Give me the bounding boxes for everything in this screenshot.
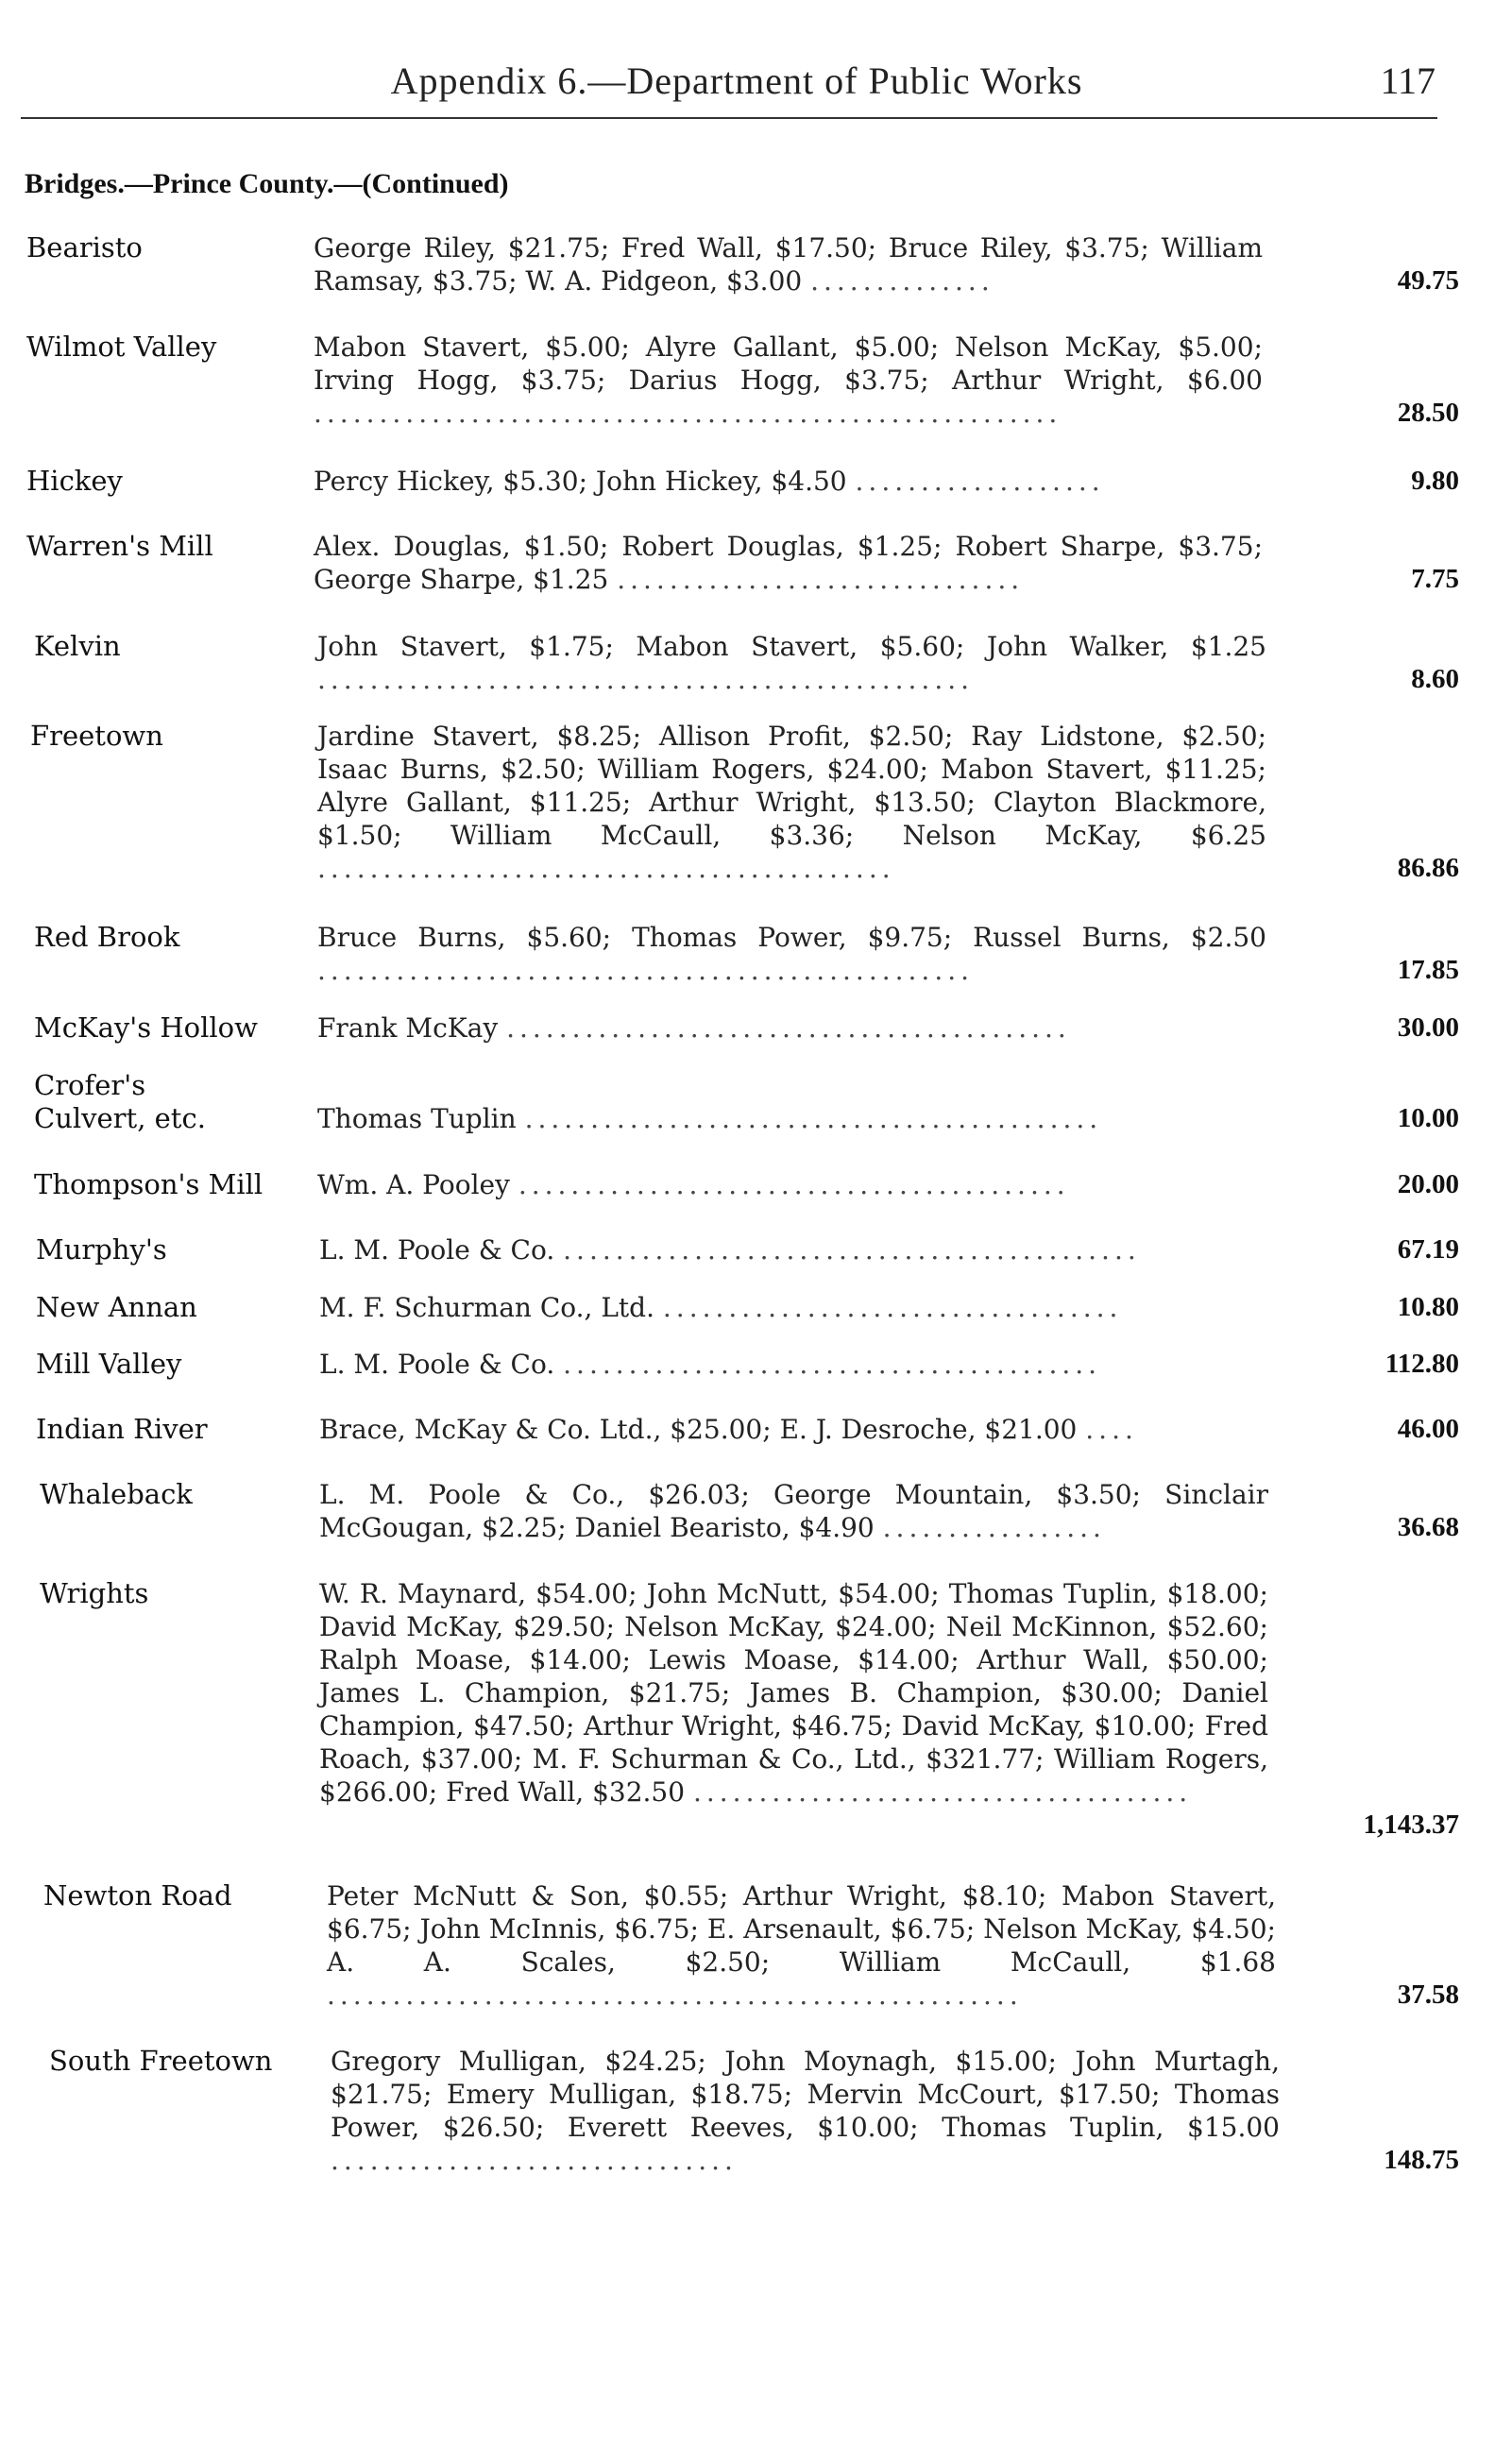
section-heading: Bridges.—Prince County.—(Continued) bbox=[25, 168, 509, 199]
place-name: McKay's Hollow bbox=[34, 1011, 258, 1044]
payee-list bbox=[327, 1879, 1276, 2012]
place-name: Red Brook bbox=[34, 921, 180, 953]
payee-text: Alex. Douglas, $1.50; Robert Douglas, $1.25; Robert Sharpe, $3.75; George Sharpe, $1.25 bbox=[314, 531, 1263, 595]
place-name: Whaleback bbox=[40, 1478, 193, 1510]
amount: 86.86 bbox=[1397, 853, 1459, 883]
payee-text: George Riley, $21.75; Fred Wall, $17.50; Bruce Riley, $3.75; William Ramsay, $3.75; W. A. Pidgeon, $3.00 bbox=[314, 232, 1263, 297]
payee-list bbox=[317, 1102, 1266, 1135]
payee-list bbox=[319, 1348, 1268, 1381]
place-name: Kelvin bbox=[34, 630, 121, 662]
dot-leaders: ..................................................... bbox=[327, 1980, 1023, 2011]
amount: 10.80 bbox=[1397, 1292, 1459, 1322]
payee-text: L. M. Poole & Co. bbox=[319, 1349, 555, 1380]
payee-text: Brace, McKay & Co. Ltd., $25.00; E. J. Desroche, $21.00 bbox=[319, 1414, 1078, 1445]
payee-text: W. R. Maynard, $54.00; John McNutt, $54.00; Thomas Tuplin, $18.00; David McKay, $29.50; Nelson McKay, $24.00; Neil McKinnon, $52.60; Ralph Moase, $14.00; Lewis Moase, $14.00; Arthur Wall, $50.00; James L. Champion, $21.75; James B. Champion, $30.00; Daniel Champion, $47.50; Arthur Wright, $46.75; David McKay, $10.00; Fred Roach, $37.00; M. F. Schurman & Co., Ltd., $321.77; William Rogers, $266.00; Fred Wall, $32.50 bbox=[319, 1578, 1268, 1808]
payee-text: Jardine Stavert, $8.25; Allison Profit, $2.50; Ray Lidstone, $2.50; Isaac Burns, $2.50; William Rogers, $24.00; Mabon Stavert, $11.25; Alyre Gallant, $11.25; Arthur Wright, $13.50; Clayton Blackmore, $1.50; William McCaull, $3.36; Nelson McKay, $6.25 bbox=[317, 721, 1266, 851]
amount: 28.50 bbox=[1397, 398, 1459, 428]
payee-list bbox=[319, 1291, 1268, 1324]
payee-list bbox=[319, 1478, 1268, 1544]
payee-list bbox=[317, 1168, 1266, 1201]
place-name: Thompson's Mill bbox=[34, 1168, 263, 1200]
payee-text: L. M. Poole & Co. bbox=[319, 1234, 555, 1266]
dot-leaders: ............................................ bbox=[524, 1103, 1103, 1134]
place-name: Wilmot Valley bbox=[26, 331, 217, 363]
dot-leaders: ......................................................... bbox=[314, 398, 1062, 429]
amount: 37.58 bbox=[1397, 1980, 1459, 2010]
dot-leaders: .......................................... bbox=[518, 1169, 1070, 1200]
place-name: Crofer's Culvert, etc. bbox=[34, 1069, 206, 1134]
place-name: Murphy's bbox=[36, 1233, 167, 1266]
payee-text: Gregory Mulligan, $24.25; John Moynagh, $15.00; John Murtagh, $21.75; Emery Mulligan, $18.75; Mervin McCourt, $17.50; Thomas Power, $26.50; Everett Reeves, $10.00; Thomas Tuplin, $15.00 bbox=[331, 2046, 1280, 2143]
amount: 30.00 bbox=[1397, 1012, 1459, 1043]
payee-text: L. M. Poole & Co., $26.03; George Mountain, $3.50; Sinclair McGougan, $2.25; Daniel Bearisto, $4.90 bbox=[319, 1479, 1268, 1543]
amount: 8.60 bbox=[1411, 664, 1459, 694]
dot-leaders: ........................................... bbox=[506, 1012, 1071, 1044]
payee-list bbox=[314, 465, 1263, 498]
payee-text: Wm. A. Pooley bbox=[317, 1169, 510, 1200]
place-name: South Freetown bbox=[49, 2045, 273, 2077]
dot-leaders: .................................................. bbox=[317, 664, 975, 695]
payee-text: Frank McKay bbox=[317, 1012, 499, 1044]
payee-list bbox=[314, 231, 1263, 297]
place-name: Mill Valley bbox=[36, 1348, 182, 1380]
place-name: Bearisto bbox=[26, 231, 143, 263]
dot-leaders: ............................... bbox=[617, 564, 1025, 595]
place-name: Newton Road bbox=[43, 1879, 232, 1912]
amount: 7.75 bbox=[1411, 564, 1459, 594]
dot-leaders: ............................................ bbox=[317, 853, 895, 884]
header-rule bbox=[21, 117, 1437, 119]
page-number: 117 bbox=[1380, 59, 1436, 102]
place-name: Warren's Mill bbox=[26, 530, 213, 562]
payee-list bbox=[317, 921, 1266, 987]
dot-leaders: ......................................... bbox=[563, 1349, 1102, 1380]
dot-leaders: .............. bbox=[810, 265, 994, 297]
amount: 10.00 bbox=[1397, 1103, 1459, 1133]
payee-list bbox=[314, 331, 1263, 430]
payee-text: Mabon Stavert, $5.00; Alyre Gallant, $5.00; Nelson McKay, $5.00; Irving Hogg, $3.75; Darius Hogg, $3.75; Arthur Wright, $6.00 bbox=[314, 331, 1263, 396]
payee-text: Bruce Burns, $5.60; Thomas Power, $9.75; Russel Burns, $2.50 bbox=[317, 922, 1266, 953]
place-name: Wrights bbox=[40, 1577, 149, 1609]
dot-leaders: .................................................. bbox=[317, 955, 975, 986]
running-title: Appendix 6.—Department of Public Works bbox=[390, 59, 1083, 102]
place-name: Hickey bbox=[26, 465, 123, 497]
payee-list bbox=[317, 720, 1266, 885]
amount: 1,143.37 bbox=[1363, 1810, 1459, 1840]
dot-leaders: ................. bbox=[882, 1512, 1106, 1543]
dot-leaders: ...................................... bbox=[692, 1776, 1193, 1808]
amount: 20.00 bbox=[1397, 1169, 1459, 1199]
payee-list bbox=[319, 1233, 1268, 1266]
payee-text: M. F. Schurman Co., Ltd. bbox=[319, 1292, 654, 1323]
payee-list bbox=[331, 2045, 1280, 2177]
payee-text: Thomas Tuplin bbox=[317, 1103, 517, 1134]
payee-list bbox=[317, 630, 1266, 696]
dot-leaders: ................................... bbox=[662, 1292, 1123, 1323]
amount: 17.85 bbox=[1397, 955, 1459, 985]
amount: 148.75 bbox=[1384, 2145, 1459, 2175]
payee-text: John Stavert, $1.75; Mabon Stavert, $5.60; John Walker, $1.25 bbox=[317, 631, 1266, 662]
amount: 67.19 bbox=[1397, 1234, 1459, 1265]
payee-list bbox=[319, 1413, 1268, 1446]
payee-list bbox=[319, 1577, 1268, 1809]
dot-leaders: ............................................ bbox=[563, 1234, 1141, 1266]
place-name: Freetown bbox=[30, 720, 163, 752]
dot-leaders: ............................... bbox=[331, 2145, 738, 2176]
place-name: Indian River bbox=[36, 1413, 208, 1445]
payee-text: Peter McNutt & Son, $0.55; Arthur Wright, $8.10; Mabon Stavert, $6.75; John McInnis, $6.75; E. Arsenault, $6.75; Nelson McKay, $4.50; A. A. Scales, $2.50; William McCaull, $1.68 bbox=[327, 1880, 1276, 1978]
amount: 46.00 bbox=[1397, 1414, 1459, 1444]
dot-leaders: ................... bbox=[855, 466, 1105, 497]
payee-text: Percy Hickey, $5.30; John Hickey, $4.50 bbox=[314, 466, 847, 497]
amount: 36.68 bbox=[1397, 1512, 1459, 1542]
amount: 9.80 bbox=[1411, 466, 1459, 496]
dot-leaders: .... bbox=[1085, 1414, 1138, 1445]
amount: 49.75 bbox=[1397, 265, 1459, 296]
payee-list bbox=[314, 530, 1263, 596]
place-name: New Annan bbox=[36, 1291, 197, 1323]
amount: 112.80 bbox=[1385, 1349, 1459, 1379]
payee-list bbox=[317, 1011, 1266, 1045]
